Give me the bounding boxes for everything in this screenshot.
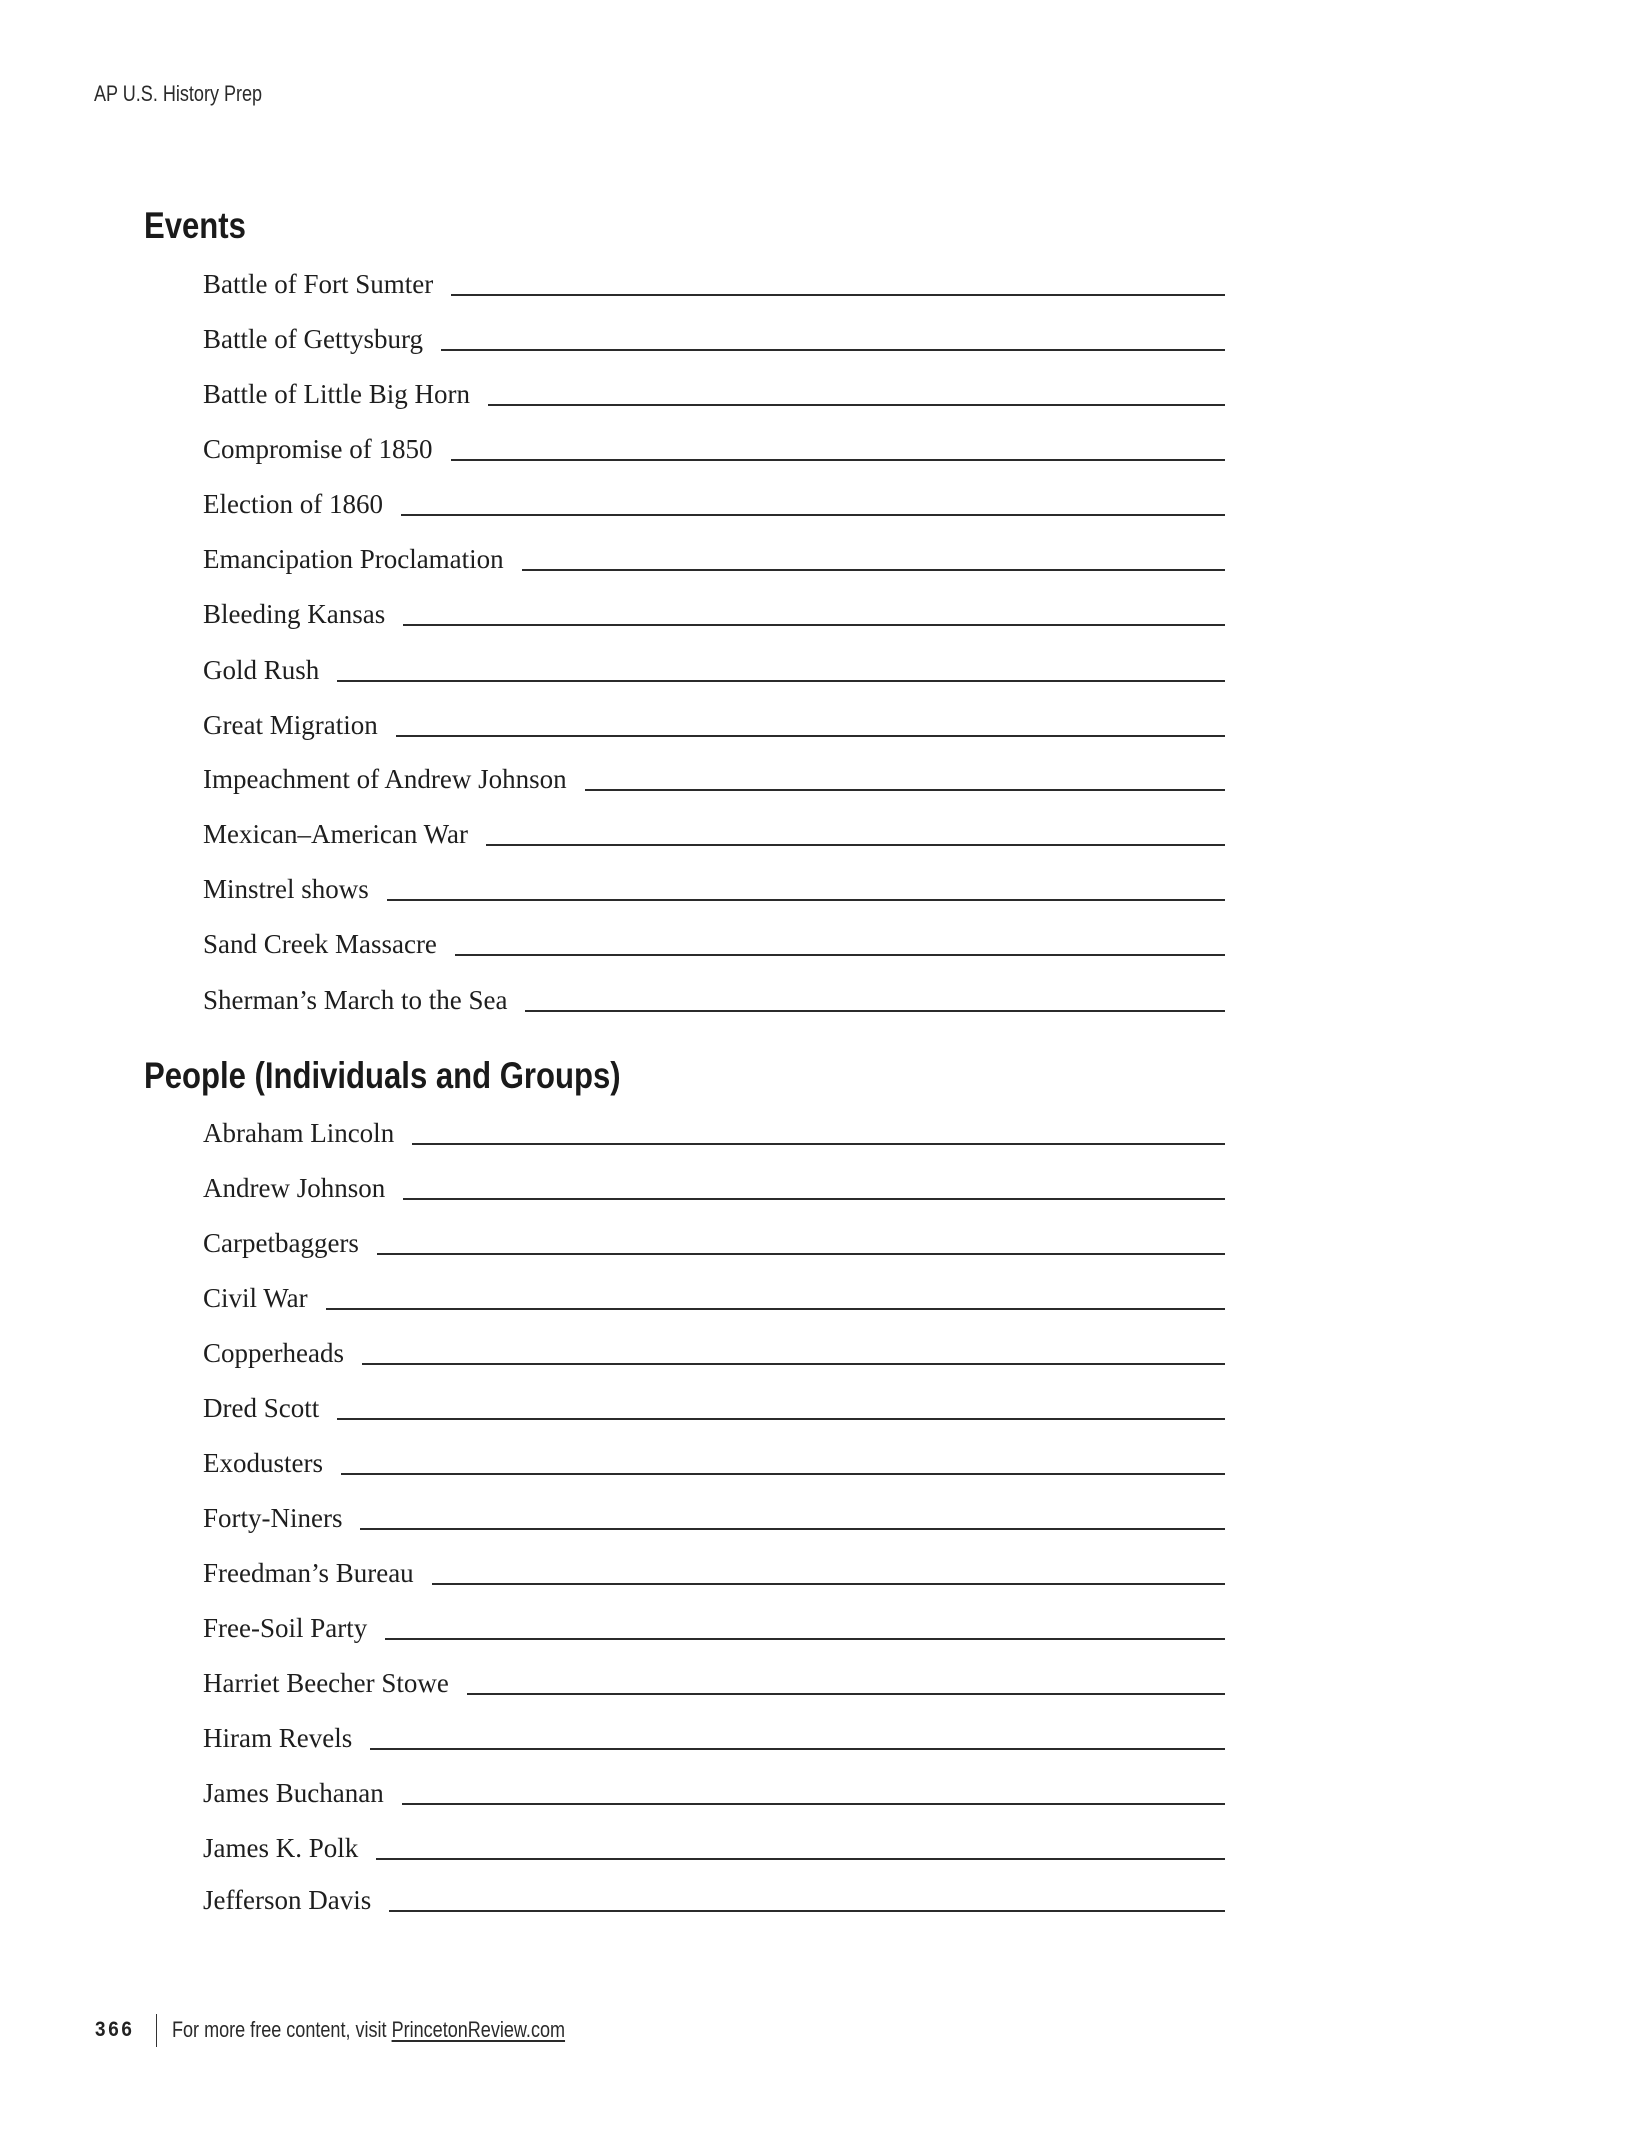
- term-label: Forty-Niners: [203, 1503, 343, 1533]
- running-head: AP U.S. History Prep: [94, 81, 263, 106]
- list-item: [203, 364, 1225, 410]
- term-label: Copperheads: [203, 1338, 344, 1368]
- term-label: Gold Rush: [203, 655, 320, 685]
- answer-blank[interactable]: [432, 1583, 1225, 1585]
- term-label: Harriet Beecher Stowe: [203, 1668, 449, 1698]
- section-heading-events: Events: [144, 205, 246, 246]
- list-item: [203, 1103, 1225, 1149]
- term-label: Sand Creek Massacre: [203, 929, 437, 959]
- term-label: Jefferson Davis: [203, 1885, 372, 1915]
- list-item: [203, 1323, 1225, 1369]
- list-item: [203, 1708, 1225, 1754]
- page-footer: [95, 2012, 651, 2048]
- list-item: [203, 254, 1225, 300]
- answer-blank[interactable]: [412, 1143, 1225, 1145]
- answer-blank[interactable]: [403, 624, 1225, 626]
- term-label: Election of 1860: [203, 489, 383, 519]
- answer-blank[interactable]: [370, 1748, 1225, 1750]
- term-label: James K. Polk: [203, 1833, 359, 1863]
- answer-blank[interactable]: [377, 1253, 1225, 1255]
- footer-divider: [156, 2014, 157, 2047]
- footer-text: For more free content, visit: [172, 2017, 392, 2042]
- answer-blank[interactable]: [522, 569, 1225, 571]
- list-item: [203, 1763, 1225, 1809]
- list-item: [203, 1818, 1225, 1864]
- answer-blank[interactable]: [451, 459, 1226, 461]
- princeton-review-link[interactable]: PrincetonReview.com: [391, 2017, 566, 2042]
- answer-blank[interactable]: [451, 294, 1225, 296]
- answer-blank[interactable]: [467, 1693, 1225, 1695]
- list-item: [203, 804, 1225, 850]
- term-label: Civil War: [203, 1283, 308, 1313]
- list-item: [203, 1653, 1225, 1699]
- term-label: Great Migration: [203, 710, 378, 740]
- term-label: Hiram Revels: [203, 1723, 353, 1753]
- list-item: [203, 529, 1225, 575]
- answer-blank[interactable]: [455, 954, 1225, 956]
- list-item: [203, 1213, 1225, 1259]
- term-label: Battle of Gettysburg: [203, 324, 423, 354]
- list-item: [203, 859, 1225, 905]
- answer-blank[interactable]: [362, 1363, 1225, 1365]
- answer-blank[interactable]: [389, 1910, 1225, 1912]
- term-label: Emancipation Proclamation: [203, 544, 504, 574]
- list-item: [203, 1598, 1225, 1644]
- answer-blank[interactable]: [396, 735, 1225, 737]
- term-label: Sherman’s March to the Sea: [203, 985, 508, 1015]
- answer-blank[interactable]: [403, 1198, 1225, 1200]
- answer-blank[interactable]: [376, 1858, 1225, 1860]
- term-label: Compromise of 1850: [203, 434, 433, 464]
- answer-blank[interactable]: [486, 844, 1225, 846]
- answer-blank[interactable]: [387, 899, 1225, 901]
- list-item: [203, 309, 1225, 355]
- term-label: Abraham Lincoln: [203, 1118, 395, 1148]
- answer-blank[interactable]: [337, 1418, 1225, 1420]
- answer-blank[interactable]: [402, 1803, 1225, 1805]
- list-item: [203, 1158, 1225, 1204]
- answer-blank[interactable]: [525, 1010, 1225, 1012]
- term-label: Andrew Johnson: [203, 1173, 386, 1203]
- list-item: [203, 1268, 1225, 1314]
- term-label: James Buchanan: [203, 1778, 384, 1808]
- list-item: [203, 474, 1225, 520]
- answer-blank[interactable]: [488, 404, 1225, 406]
- list-item: [203, 914, 1225, 960]
- list-item: [203, 1870, 1225, 1916]
- list-item: [203, 1488, 1225, 1534]
- list-item: [203, 1543, 1225, 1589]
- answer-blank[interactable]: [326, 1308, 1225, 1310]
- term-label: Freedman’s Bureau: [203, 1558, 414, 1588]
- list-item: [203, 749, 1225, 795]
- answer-blank[interactable]: [401, 514, 1225, 516]
- answer-blank[interactable]: [585, 789, 1225, 791]
- answer-blank[interactable]: [441, 349, 1225, 351]
- list-item: [203, 970, 1225, 1016]
- term-label: Minstrel shows: [203, 874, 369, 904]
- list-item: [203, 695, 1225, 741]
- list-item: [203, 640, 1225, 686]
- footer-note: [172, 2017, 565, 2043]
- list-item: [203, 1433, 1225, 1479]
- term-label: Exodusters: [203, 1448, 323, 1478]
- answer-blank[interactable]: [337, 680, 1225, 682]
- list-item: [203, 1378, 1225, 1424]
- answer-blank[interactable]: [360, 1528, 1225, 1530]
- term-label: Dred Scott: [203, 1393, 320, 1423]
- list-item: [203, 419, 1225, 465]
- term-label: Mexican–American War: [203, 819, 468, 849]
- term-label: Free-Soil Party: [203, 1613, 368, 1643]
- list-item: [203, 584, 1225, 630]
- term-label: Impeachment of Andrew Johnson: [203, 764, 567, 794]
- term-label: Battle of Little Big Horn: [203, 379, 470, 409]
- term-label: Battle of Fort Sumter: [203, 269, 434, 299]
- page-number: 366: [95, 2018, 135, 2041]
- term-label: Carpetbaggers: [203, 1228, 359, 1258]
- term-label: Bleeding Kansas: [203, 599, 386, 629]
- answer-blank[interactable]: [385, 1638, 1225, 1640]
- section-heading-people: People (Individuals and Groups): [144, 1055, 621, 1096]
- answer-blank[interactable]: [341, 1473, 1225, 1475]
